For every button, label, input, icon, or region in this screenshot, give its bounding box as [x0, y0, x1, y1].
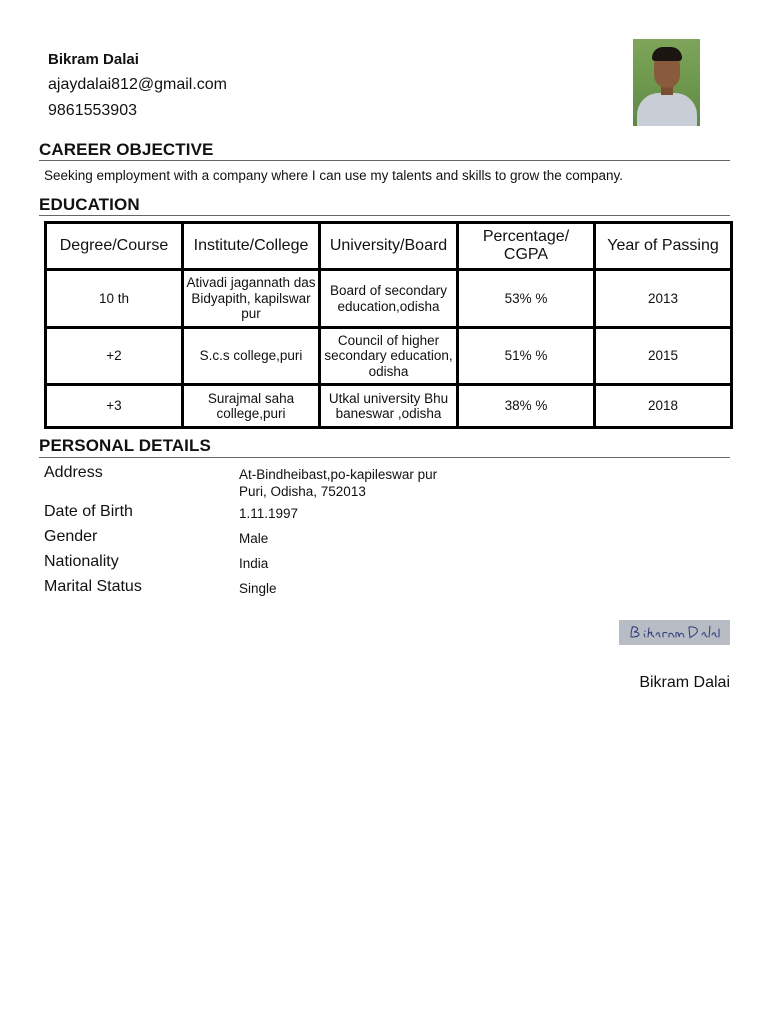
- table-cell: 2013: [595, 270, 732, 328]
- table-cell: 51% %: [458, 328, 595, 385]
- date-of-birth-value: 1.11.1997: [239, 506, 299, 521]
- address-line-2: Puri, Odisha, 752013: [239, 484, 366, 499]
- date-of-birth-label: Date of Birth: [44, 503, 133, 520]
- table-cell: Surajmal saha college,puri: [183, 385, 320, 428]
- table-cell: 2018: [595, 385, 732, 428]
- nationality-value: India: [239, 556, 269, 571]
- table-cell: Board of secondary education,odisha: [320, 270, 458, 328]
- nationality-label: Nationality: [44, 553, 119, 570]
- table-row: [46, 270, 732, 328]
- marital-status-value: Single: [239, 581, 277, 596]
- signature-name: Bikram Dalai: [639, 674, 730, 691]
- table-cell: +3: [46, 385, 183, 428]
- section-divider: [39, 160, 730, 161]
- profile-photo: [633, 39, 700, 126]
- column-header: Degree/Course: [46, 223, 183, 270]
- career-objective-heading: CAREER OBJECTIVE: [39, 140, 214, 159]
- table-row: [46, 385, 732, 428]
- phone-number: 9861553903: [48, 102, 137, 119]
- column-header: Year of Passing: [595, 223, 732, 270]
- education-table: [44, 221, 733, 429]
- table-cell: Council of higher secondary education, odisha: [320, 328, 458, 385]
- table-cell: Ativadi jagannath das Bidyapith, kapilswar pur: [183, 270, 320, 328]
- table-cell: +2: [46, 328, 183, 385]
- table-cell: 2015: [595, 328, 732, 385]
- gender-label: Gender: [44, 528, 98, 545]
- signature-image: [619, 620, 730, 645]
- table-cell: Utkal university Bhu baneswar ,odisha: [320, 385, 458, 428]
- candidate-name: Bikram Dalai: [48, 51, 139, 68]
- personal-details-heading: PERSONAL DETAILS: [39, 436, 211, 455]
- gender-value: Male: [239, 531, 269, 546]
- column-header: Percentage/ CGPA: [458, 223, 595, 270]
- education-heading: EDUCATION: [39, 195, 140, 214]
- address-line-1: At-Bindheibast,po-kapileswar pur: [239, 467, 438, 482]
- table-cell: 53% %: [458, 270, 595, 328]
- email-address: ajaydalai812@gmail.com: [48, 76, 227, 93]
- table-cell: 10 th: [46, 270, 183, 328]
- table-cell: S.c.s college,puri: [183, 328, 320, 385]
- address-label: Address: [44, 464, 103, 481]
- marital-status-label: Marital Status: [44, 578, 142, 595]
- section-divider: [39, 457, 730, 458]
- table-cell: 38% %: [458, 385, 595, 428]
- career-objective-text: Seeking employment with a company where I can use my talents and skills to grow the company.: [44, 168, 624, 183]
- table-row: [46, 328, 732, 385]
- table-header-row: [46, 223, 732, 270]
- section-divider: [39, 215, 730, 216]
- column-header: University/Board: [320, 223, 458, 270]
- column-header: Institute/College: [183, 223, 320, 270]
